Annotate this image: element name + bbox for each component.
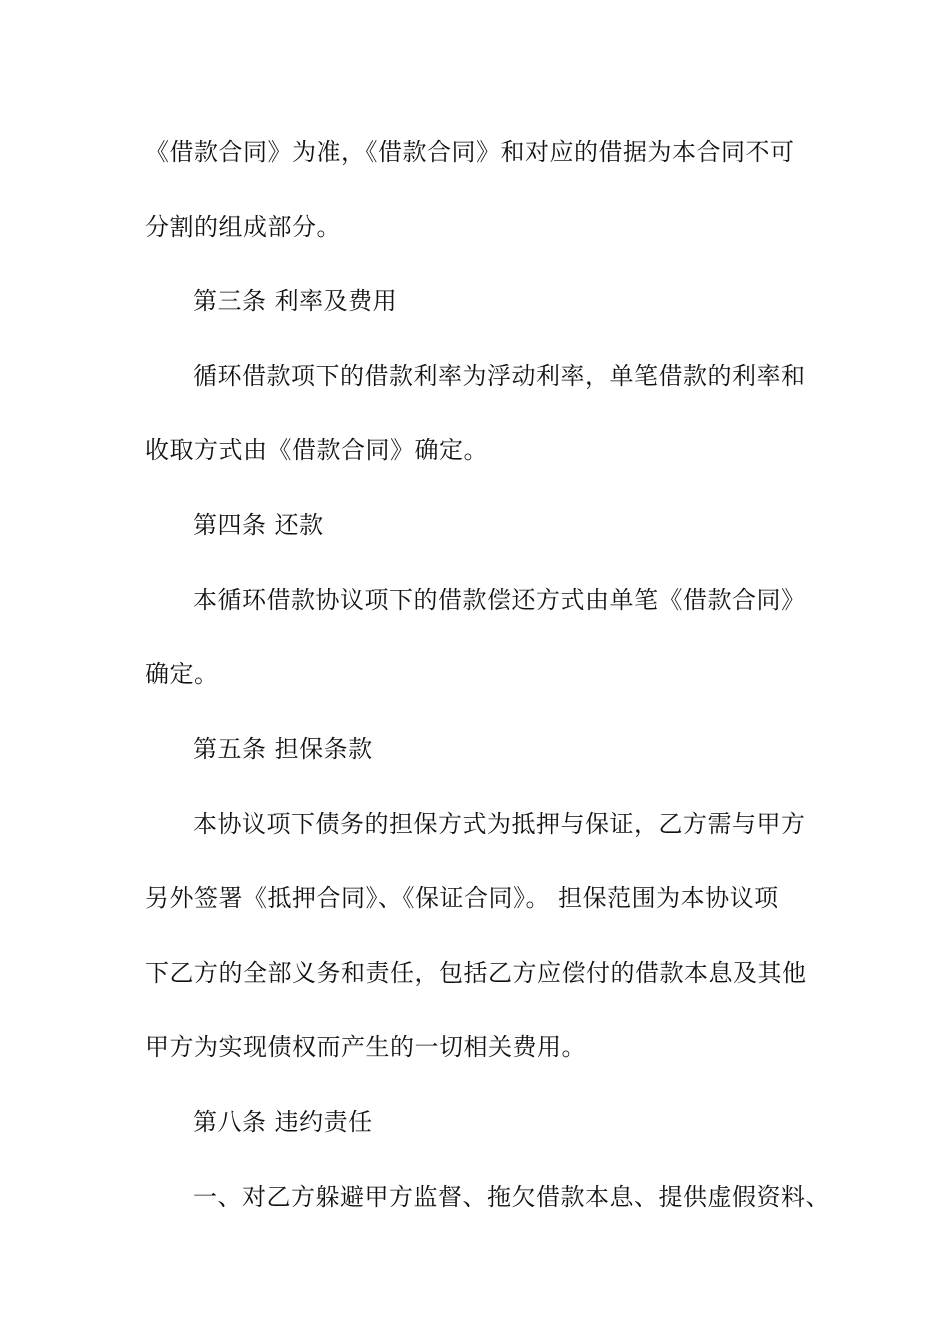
section-heading-article-5: 第五条 担保条款 <box>193 735 373 763</box>
body-line: 收取方式由《借款合同》确定。 <box>145 436 488 464</box>
body-line: 另外签署《抵押合同》、《保证合同》。 担保范围为本协议项 <box>145 884 779 912</box>
body-line: 甲方为实现债权而产生的一切相关费用。 <box>145 1033 586 1061</box>
section-heading-article-4: 第四条 还款 <box>193 511 324 539</box>
body-line: 确定。 <box>145 660 219 688</box>
paragraph-start-line: 循环借款项下的借款利率为浮动利率，单笔借款的利率和 <box>193 362 806 390</box>
paragraph-start-line: 本协议项下债务的担保方式为抵押与保证，乙方需与甲方 <box>193 810 806 838</box>
body-line: 下乙方的全部义务和责任，包括乙方应偿付的借款本息及其他 <box>145 959 807 987</box>
body-line: 分割的组成部分。 <box>145 213 341 241</box>
section-heading-article-3: 第三条 利率及费用 <box>193 287 398 315</box>
section-heading-article-8: 第八条 违约责任 <box>193 1108 373 1136</box>
paragraph-start-line: 本循环借款协议项下的借款偿还方式由单笔《借款合同》 <box>193 586 806 614</box>
body-line: 《借款合同》为准，《借款合同》和对应的借据为本合同不可 <box>145 138 795 166</box>
paragraph-start-line: 一、对乙方躲避甲方监督、拖欠借款本息、提供虚假资料、 <box>193 1183 830 1211</box>
